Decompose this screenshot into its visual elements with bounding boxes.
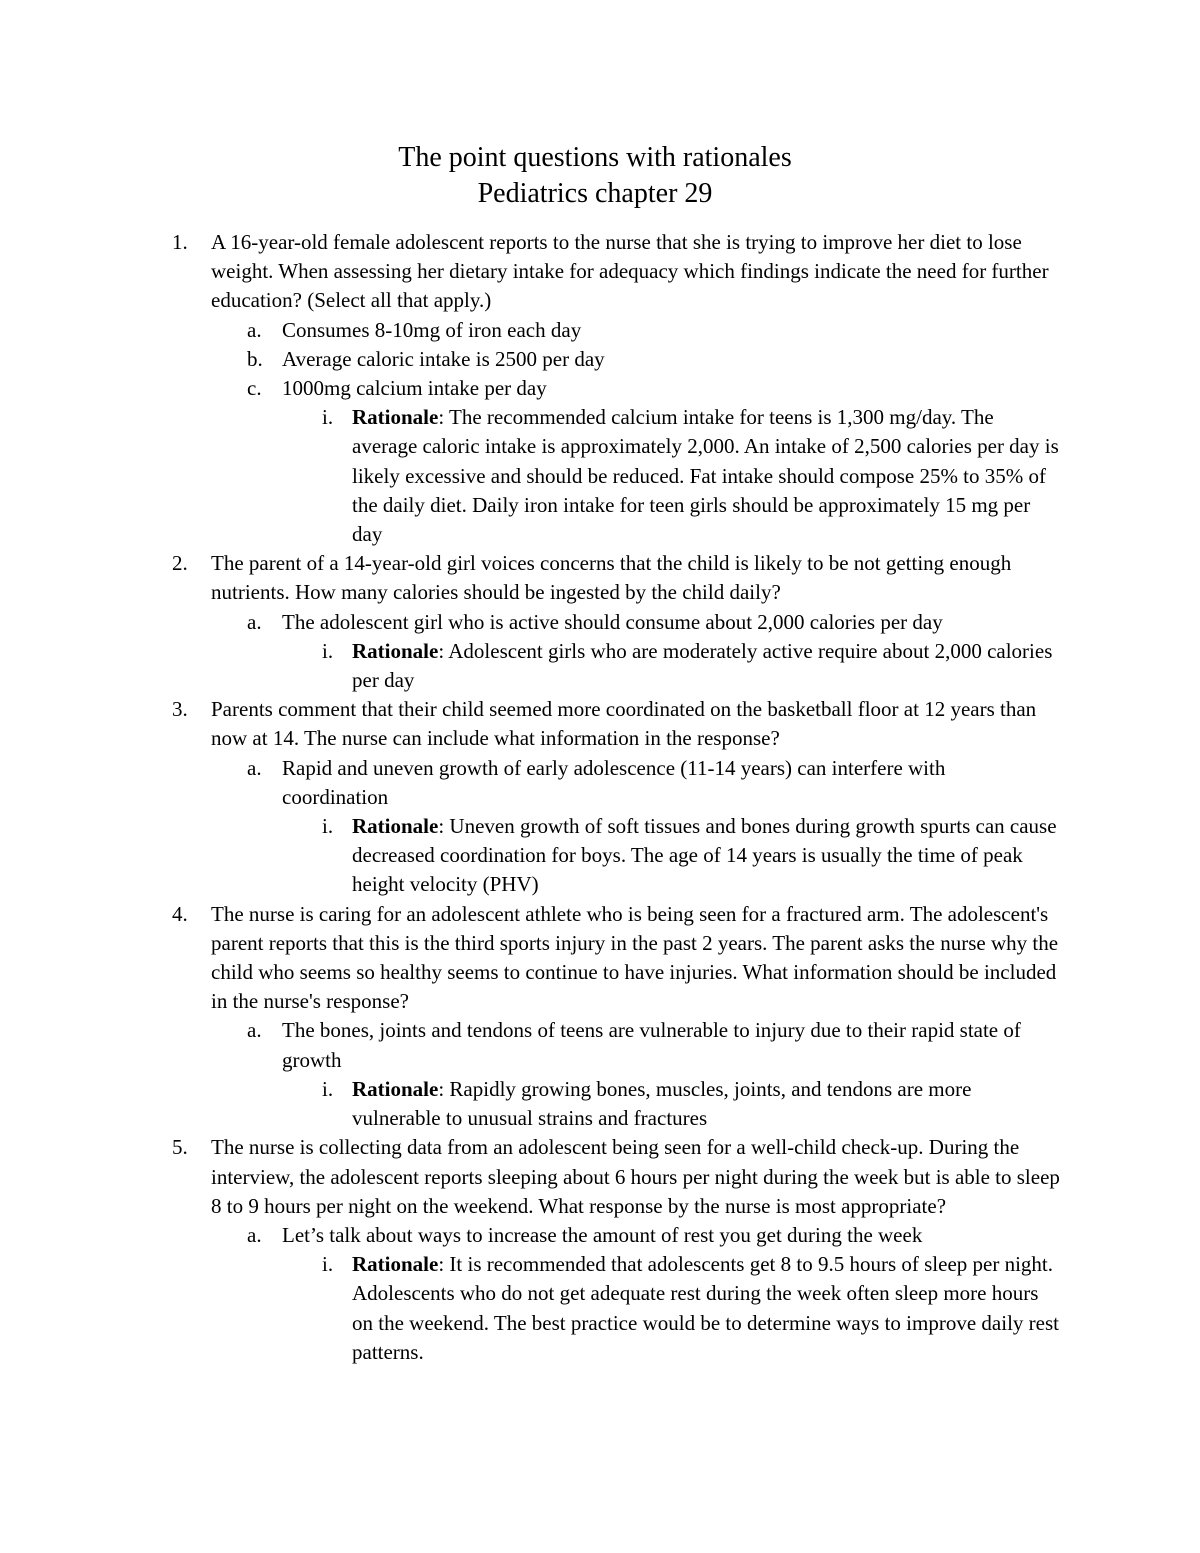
- rationale-item: [0, 1075, 1062, 1133]
- rationale-label: Rationale: [352, 814, 439, 839]
- rationale-item: [0, 1250, 1062, 1367]
- question-text: The parent of a 14-year-old girl voices concerns that the child is likely to be not getting enough nutrients. How many calories should be ingested by the child daily?: [211, 551, 1012, 605]
- answer-letter: a.: [247, 755, 262, 780]
- question-text: The nurse is collecting data from an adolescent being seen for a well-child check-up. During the interview, the adolescent reports sleeping about 6 hours per night during the week but is able to sleep 8 to 9 hours per night on the weekend. What response by the nurse is most appropriate?: [211, 1135, 1060, 1218]
- rationale-text: : Uneven growth of soft tissues and bones during growth spurts can cause decreased coordination for boys. The age of 14 years is usually the time of peak height velocity (PHV): [352, 814, 1057, 897]
- answer-text: Consumes 8-10mg of iron each day: [282, 317, 582, 342]
- answer-item: [0, 1221, 1050, 1250]
- rationale-numeral: i.: [322, 814, 334, 839]
- rationale-item: [0, 403, 1062, 549]
- question-text: Parents comment that their child seemed more coordinated on the basketball floor at 12 years than now at 14. The nurse can include what information in the response?: [211, 697, 1037, 751]
- document-subtitle: Pediatrics chapter 29: [477, 178, 713, 209]
- answer-item: [0, 316, 1050, 345]
- rationale-label: Rationale: [352, 1076, 439, 1101]
- question-2: [0, 549, 1063, 607]
- answer-item: [0, 754, 1050, 812]
- answer-letter: a.: [247, 609, 262, 634]
- question-number: 5.: [172, 1135, 188, 1160]
- question-number: 4.: [172, 901, 188, 926]
- answer-item: [0, 608, 1050, 637]
- question-text: The nurse is caring for an adolescent athlete who is being seen for a fractured arm. The adolescent's parent reports that this is the third sports injury in the past 2 years. The parent asks the nurse why the child who seems so healthy seems to continue to have injuries. What information should be included in the nurse's response?: [211, 901, 1059, 1014]
- question-number: 2.: [172, 551, 188, 576]
- answer-letter: a.: [247, 317, 262, 342]
- rationale-numeral: i.: [322, 1076, 334, 1101]
- question-text: A 16-year-old female adolescent reports to the nurse that she is trying to improve her diet to lose weight. When assessing her dietary intake for adequacy which findings indicate the need for further education? (Select all that apply.): [211, 230, 1049, 313]
- answer-letter: a.: [247, 1018, 262, 1043]
- answer-text: Let’s talk about ways to increase the amount of rest you get during the week: [282, 1222, 923, 1247]
- answer-letter: a.: [247, 1222, 262, 1247]
- rationale-numeral: i.: [322, 638, 334, 663]
- question-number: 1.: [172, 230, 188, 254]
- rationale-text: : The recommended calcium intake for teens is 1,300 mg/day. The average caloric intake is approximately 2,000. An intake of 2,500 calories per day is likely excessive and should be reduced. Fat intake should compose 25% to 35% of the daily diet. Daily iron intake for teen girls should be approximately 15 mg per day: [352, 405, 1059, 547]
- question-4: [0, 900, 1063, 1017]
- title-block: [0, 140, 1190, 212]
- rationale-numeral: i.: [322, 1252, 334, 1277]
- answer-letter: b.: [247, 346, 263, 371]
- answer-text: 1000mg calcium intake per day: [282, 376, 547, 401]
- answer-item: [0, 374, 1050, 403]
- question-5: [0, 1133, 1063, 1221]
- rationale-item: [0, 637, 1062, 695]
- answer-item: [0, 1016, 1050, 1074]
- question-3: [0, 695, 1063, 753]
- question-number: 3.: [172, 697, 188, 722]
- rationale-text: : Rapidly growing bones, muscles, joints, and tendons are more vulnerable to unusual strains and fractures: [352, 1076, 972, 1131]
- answer-text: The adolescent girl who is active should consume about 2,000 calories per day: [282, 609, 943, 634]
- rationale-label: Rationale: [352, 1252, 439, 1277]
- question-list: [0, 228, 1200, 1367]
- answer-text: Rapid and uneven growth of early adolescence (11-14 years) can interfere with coordination: [282, 755, 946, 809]
- answer-letter: c.: [247, 376, 262, 401]
- document-title: The point questions with rationales: [398, 142, 792, 173]
- rationale-item: [0, 812, 1062, 900]
- rationale-label: Rationale: [352, 405, 439, 430]
- rationale-numeral: i.: [322, 405, 334, 430]
- answer-text: Average caloric intake is 2500 per day: [282, 346, 605, 371]
- rationale-text: : It is recommended that adolescents get 8 to 9.5 hours of sleep per night. Adolescents who do not get adequate rest during the week often sleep more hours on the weekend. The best practice would be to determine ways to improve daily rest patterns.: [352, 1252, 1059, 1364]
- rationale-label: Rationale: [352, 638, 439, 663]
- question-1: [0, 228, 1063, 316]
- answer-text: The bones, joints and tendons of teens are vulnerable to injury due to their rapid state of growth: [282, 1018, 1021, 1072]
- rationale-text: : Adolescent girls who are moderately active require about 2,000 calories per day: [352, 638, 1053, 693]
- answer-item: [0, 345, 1050, 374]
